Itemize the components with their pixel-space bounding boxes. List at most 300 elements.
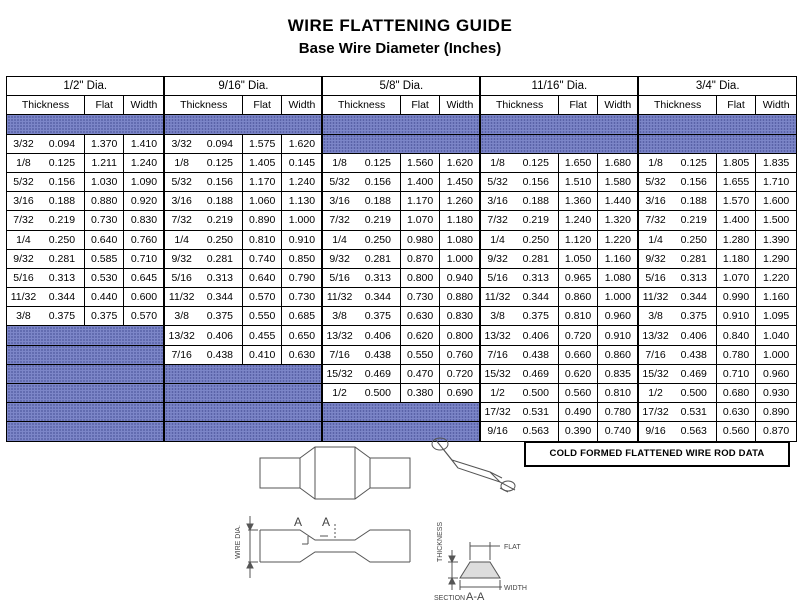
thickness-decimal: 0.219 <box>198 211 243 230</box>
thickness-fraction: 13/32 <box>638 326 671 345</box>
flat-value: 1.655 <box>716 172 755 191</box>
flat-value: 1.650 <box>558 153 597 172</box>
width-value: 0.880 <box>440 288 481 307</box>
width-value: 0.690 <box>440 384 481 403</box>
flat-value: 0.550 <box>242 307 281 326</box>
thickness-decimal: 0.188 <box>514 192 559 211</box>
thickness-decimal: 0.281 <box>672 249 717 268</box>
flat-value: 0.440 <box>84 288 123 307</box>
empty-shaded-cell <box>480 115 638 134</box>
flat-value: 0.630 <box>716 403 755 422</box>
cold-formed-callout: COLD FORMED FLATTENED WIRE ROD DATA <box>524 441 790 467</box>
width-value: 0.890 <box>756 403 797 422</box>
thickness-fraction: 15/32 <box>480 364 513 383</box>
thickness-fraction: 9/32 <box>164 249 197 268</box>
thickness-decimal: 0.125 <box>672 153 717 172</box>
width-header: Width <box>282 96 323 115</box>
thickness-fraction: 3/8 <box>164 307 197 326</box>
width-value: 0.570 <box>124 307 165 326</box>
width-value: 1.080 <box>440 230 481 249</box>
thickness-decimal: 0.344 <box>40 288 85 307</box>
thickness-fraction: 1/4 <box>7 230 40 249</box>
width-value: 0.960 <box>756 364 797 383</box>
thickness-decimal: 0.344 <box>198 288 243 307</box>
thickness-decimal: 0.406 <box>356 326 401 345</box>
section-marker-right: A <box>322 515 331 529</box>
thickness-fraction: 13/32 <box>164 326 197 345</box>
empty-shaded-cell <box>638 134 796 153</box>
thickness-header: Thickness <box>7 96 85 115</box>
thickness-decimal: 0.375 <box>672 307 717 326</box>
width-value: 1.835 <box>756 153 797 172</box>
thickness-fraction: 7/32 <box>7 211 40 230</box>
flat-value: 0.640 <box>84 230 123 249</box>
thickness-decimal: 0.250 <box>514 230 559 249</box>
width-value: 1.000 <box>756 345 797 364</box>
width-value: 0.740 <box>598 422 639 441</box>
width-value: 1.620 <box>440 153 481 172</box>
thickness-fraction: 17/32 <box>480 403 513 422</box>
thickness-decimal: 0.500 <box>514 384 559 403</box>
width-value: 1.180 <box>440 211 481 230</box>
flat-value: 1.240 <box>558 211 597 230</box>
thickness-decimal: 0.563 <box>672 422 717 441</box>
width-value: 1.220 <box>598 230 639 249</box>
table-row <box>7 153 797 172</box>
flat-value: 1.570 <box>716 192 755 211</box>
thickness-fraction: 1/8 <box>480 153 513 172</box>
flat-value: 1.405 <box>242 153 281 172</box>
empty-shaded-cell <box>322 403 480 422</box>
thickness-fraction: 1/8 <box>164 153 197 172</box>
thickness-decimal: 0.219 <box>514 211 559 230</box>
thickness-decimal: 0.250 <box>672 230 717 249</box>
width-header: Width <box>440 96 481 115</box>
flat-header: Flat <box>400 96 439 115</box>
flat-value: 0.990 <box>716 288 755 307</box>
thickness-decimal: 0.531 <box>672 403 717 422</box>
thickness-decimal: 0.156 <box>514 172 559 191</box>
flat-value: 0.390 <box>558 422 597 441</box>
thickness-decimal: 0.156 <box>356 172 401 191</box>
thickness-fraction: 7/32 <box>164 211 197 230</box>
width-value: 1.680 <box>598 153 639 172</box>
flat-value: 0.980 <box>400 230 439 249</box>
thickness-fraction: 1/2 <box>480 384 513 403</box>
width-value: 0.910 <box>282 230 323 249</box>
table-row <box>7 172 797 191</box>
wire-flattening-table <box>6 76 797 442</box>
thickness-decimal: 0.125 <box>40 153 85 172</box>
thickness-decimal: 0.125 <box>356 153 401 172</box>
thickness-fraction: 7/32 <box>480 211 513 230</box>
width-value: 1.620 <box>282 134 323 153</box>
thickness-decimal: 0.438 <box>672 345 717 364</box>
width-value: 0.810 <box>598 384 639 403</box>
width-value: 1.290 <box>756 249 797 268</box>
empty-shaded-cell <box>322 115 480 134</box>
thickness-fraction: 3/16 <box>638 192 671 211</box>
flat-header: Flat <box>716 96 755 115</box>
thickness-fraction: 15/32 <box>638 364 671 383</box>
thickness-fraction: 3/8 <box>480 307 513 326</box>
width-value: 0.830 <box>124 211 165 230</box>
flat-value: 0.410 <box>242 345 281 364</box>
flat-value: 0.740 <box>242 249 281 268</box>
width-value: 0.960 <box>598 307 639 326</box>
flat-value: 0.965 <box>558 268 597 287</box>
thickness-decimal: 0.219 <box>356 211 401 230</box>
thickness-decimal: 0.406 <box>514 326 559 345</box>
thickness-fraction: 5/32 <box>164 172 197 191</box>
width-value: 1.000 <box>598 288 639 307</box>
width-value: 0.930 <box>756 384 797 403</box>
width-header: Width <box>598 96 639 115</box>
thickness-decimal: 0.250 <box>40 230 85 249</box>
flat-value: 0.840 <box>716 326 755 345</box>
empty-shaded-cell <box>7 326 165 345</box>
table-row <box>7 345 797 364</box>
thickness-decimal: 0.250 <box>198 230 243 249</box>
thickness-decimal: 0.281 <box>514 249 559 268</box>
thickness-fraction: 5/32 <box>7 172 40 191</box>
thickness-decimal: 0.344 <box>672 288 717 307</box>
thickness-fraction: 9/32 <box>7 249 40 268</box>
table-row <box>7 134 797 153</box>
thickness-decimal: 0.344 <box>514 288 559 307</box>
flat-value: 1.400 <box>400 172 439 191</box>
flat-value: 0.630 <box>400 307 439 326</box>
flat-value: 0.570 <box>242 288 281 307</box>
width-value: 1.040 <box>756 326 797 345</box>
isometric-view-drawing <box>432 438 515 492</box>
width-value: 1.000 <box>440 249 481 268</box>
thickness-fraction: 3/8 <box>638 307 671 326</box>
thickness-decimal: 0.375 <box>356 307 401 326</box>
thickness-fraction: 11/32 <box>164 288 197 307</box>
dia-header: 3/4" Dia. <box>638 77 796 96</box>
empty-shaded-cell <box>164 384 322 403</box>
thickness-decimal: 0.219 <box>672 211 717 230</box>
thickness-fraction: 1/8 <box>7 153 40 172</box>
empty-shaded-cell <box>322 134 480 153</box>
width-value: 0.760 <box>124 230 165 249</box>
flat-value: 0.560 <box>716 422 755 441</box>
thickness-header: Thickness <box>480 96 558 115</box>
thickness-decimal: 0.156 <box>672 172 717 191</box>
thickness-decimal: 0.313 <box>672 268 717 287</box>
thickness-decimal: 0.125 <box>198 153 243 172</box>
flat-value: 0.640 <box>242 268 281 287</box>
dia-header: 11/16" Dia. <box>480 77 638 96</box>
width-value: 1.160 <box>598 249 639 268</box>
thickness-fraction: 9/32 <box>638 249 671 268</box>
flat-value: 0.720 <box>558 326 597 345</box>
width-header: Width <box>124 96 165 115</box>
thickness-decimal: 0.156 <box>198 172 243 191</box>
thickness-fraction: 5/16 <box>7 268 40 287</box>
thickness-decimal: 0.531 <box>514 403 559 422</box>
width-value: 0.920 <box>124 192 165 211</box>
flat-value: 0.880 <box>84 192 123 211</box>
dia-header: 9/16" Dia. <box>164 77 322 96</box>
thickness-fraction: 5/32 <box>480 172 513 191</box>
thickness-decimal: 0.281 <box>40 249 85 268</box>
thickness-fraction: 11/32 <box>480 288 513 307</box>
width-value: 1.240 <box>124 153 165 172</box>
section-word-label: SECTION <box>434 595 466 602</box>
thickness-fraction: 17/32 <box>638 403 671 422</box>
top-view-drawing <box>260 447 410 499</box>
flat-value: 0.710 <box>716 364 755 383</box>
flat-value: 0.780 <box>716 345 755 364</box>
table-row <box>7 307 797 326</box>
thickness-fraction: 9/16 <box>638 422 671 441</box>
empty-shaded-cell <box>480 134 638 153</box>
width-value: 1.320 <box>598 211 639 230</box>
thickness-fraction: 3/16 <box>322 192 355 211</box>
empty-shaded-cell <box>7 364 165 383</box>
thickness-decimal: 0.313 <box>198 268 243 287</box>
flat-value: 0.620 <box>400 326 439 345</box>
flat-value: 1.280 <box>716 230 755 249</box>
flat-header: Flat <box>84 96 123 115</box>
flat-value: 0.620 <box>558 364 597 383</box>
flat-value: 0.800 <box>400 268 439 287</box>
width-value: 0.760 <box>440 345 481 364</box>
wire-dia-label: WIRE DIA. <box>235 525 242 559</box>
width-value: 1.410 <box>124 134 165 153</box>
table-row <box>7 115 797 134</box>
thickness-fraction: 5/16 <box>164 268 197 287</box>
flat-value: 0.490 <box>558 403 597 422</box>
thickness-fraction: 1/4 <box>164 230 197 249</box>
thickness-decimal: 0.469 <box>514 364 559 383</box>
width-value: 0.650 <box>282 326 323 345</box>
flat-value: 1.805 <box>716 153 755 172</box>
thickness-decimal: 0.344 <box>356 288 401 307</box>
flat-value: 1.170 <box>400 192 439 211</box>
thickness-fraction: 11/32 <box>322 288 355 307</box>
table-row <box>7 384 797 403</box>
flat-value: 0.380 <box>400 384 439 403</box>
thickness-fraction: 1/2 <box>638 384 671 403</box>
thickness-fraction: 5/32 <box>638 172 671 191</box>
thickness-decimal: 0.281 <box>356 249 401 268</box>
empty-shaded-cell <box>7 422 165 441</box>
thickness-decimal: 0.313 <box>40 268 85 287</box>
table-row <box>7 403 797 422</box>
width-value: 0.710 <box>124 249 165 268</box>
width-value: 0.630 <box>282 345 323 364</box>
thickness-decimal: 0.313 <box>356 268 401 287</box>
thickness-decimal: 0.438 <box>198 345 243 364</box>
thickness-fraction: 3/16 <box>164 192 197 211</box>
thickness-fraction: 7/32 <box>322 211 355 230</box>
flat-value: 0.870 <box>400 249 439 268</box>
thickness-fraction: 7/16 <box>322 345 355 364</box>
flat-value: 1.510 <box>558 172 597 191</box>
thickness-decimal: 0.500 <box>672 384 717 403</box>
flat-value: 0.375 <box>84 307 123 326</box>
flat-value: 0.890 <box>242 211 281 230</box>
width-value: 0.145 <box>282 153 323 172</box>
thickness-fraction: 9/32 <box>480 249 513 268</box>
flat-value: 0.730 <box>84 211 123 230</box>
width-value: 0.830 <box>440 307 481 326</box>
width-value: 0.685 <box>282 307 323 326</box>
flat-value: 0.910 <box>716 307 755 326</box>
section-aa-drawing <box>448 542 502 590</box>
thickness-header: Thickness <box>322 96 400 115</box>
empty-shaded-cell <box>7 345 165 364</box>
thickness-decimal: 0.438 <box>356 345 401 364</box>
thickness-decimal: 0.375 <box>40 307 85 326</box>
flat-value: 1.120 <box>558 230 597 249</box>
width-value: 0.645 <box>124 268 165 287</box>
section-marker-left: A <box>294 515 303 529</box>
thickness-decimal: 0.375 <box>514 307 559 326</box>
thickness-decimal: 0.188 <box>40 192 85 211</box>
width-value: 1.710 <box>756 172 797 191</box>
thickness-decimal: 0.156 <box>40 172 85 191</box>
thickness-fraction: 1/4 <box>322 230 355 249</box>
width-value: 1.130 <box>282 192 323 211</box>
thickness-fraction: 3/32 <box>164 134 197 153</box>
dia-header: 5/8" Dia. <box>322 77 480 96</box>
thickness-decimal: 0.469 <box>672 364 717 383</box>
table-row <box>7 192 797 211</box>
thickness-decimal: 0.250 <box>356 230 401 249</box>
flat-value: 0.455 <box>242 326 281 345</box>
empty-shaded-cell <box>638 115 796 134</box>
thickness-fraction: 5/32 <box>322 172 355 191</box>
flat-value: 1.575 <box>242 134 281 153</box>
flat-header: Flat <box>558 96 597 115</box>
thickness-fraction: 5/16 <box>638 268 671 287</box>
flat-value: 1.050 <box>558 249 597 268</box>
dia-header: 1/2" Dia. <box>7 77 165 96</box>
thickness-decimal: 0.188 <box>356 192 401 211</box>
flat-label: FLAT <box>504 544 521 551</box>
flat-value: 0.470 <box>400 364 439 383</box>
width-label: WIDTH <box>504 585 527 592</box>
thickness-header: Thickness <box>164 96 242 115</box>
width-value: 1.440 <box>598 192 639 211</box>
section-name-label: A-A <box>466 591 485 602</box>
width-value: 1.600 <box>756 192 797 211</box>
thickness-decimal: 0.188 <box>672 192 717 211</box>
width-value: 0.730 <box>282 288 323 307</box>
page-subtitle: Base Wire Diameter (Inches) <box>298 40 502 57</box>
thickness-fraction: 7/32 <box>638 211 671 230</box>
thickness-fraction: 7/16 <box>480 345 513 364</box>
thickness-decimal: 0.563 <box>514 422 559 441</box>
flat-value: 0.585 <box>84 249 123 268</box>
flat-value: 1.070 <box>400 211 439 230</box>
wire-flattening-drawing <box>190 432 530 602</box>
flat-value: 1.180 <box>716 249 755 268</box>
flat-value: 1.070 <box>716 268 755 287</box>
flat-value: 0.810 <box>558 307 597 326</box>
width-value: 0.850 <box>282 249 323 268</box>
flat-value: 0.680 <box>716 384 755 403</box>
thickness-decimal: 0.406 <box>672 326 717 345</box>
thickness-fraction: 1/2 <box>322 384 355 403</box>
page-title: WIRE FLATTENING GUIDE <box>287 16 513 35</box>
thickness-fraction: 1/4 <box>638 230 671 249</box>
flat-value: 1.370 <box>84 134 123 153</box>
thickness-decimal: 0.500 <box>356 384 401 403</box>
thickness-fraction: 13/32 <box>322 326 355 345</box>
flat-header: Flat <box>242 96 281 115</box>
width-value: 1.000 <box>282 211 323 230</box>
width-value: 1.580 <box>598 172 639 191</box>
thickness-fraction: 3/32 <box>7 134 40 153</box>
thickness-fraction: 3/16 <box>480 192 513 211</box>
table-row <box>7 364 797 383</box>
empty-shaded-cell <box>7 384 165 403</box>
flat-value: 0.550 <box>400 345 439 364</box>
empty-shaded-cell <box>164 115 322 134</box>
width-value: 0.720 <box>440 364 481 383</box>
thickness-fraction: 9/16 <box>480 422 513 441</box>
flat-value: 0.860 <box>558 288 597 307</box>
width-value: 0.790 <box>282 268 323 287</box>
thickness-fraction: 1/8 <box>322 153 355 172</box>
table-row <box>7 288 797 307</box>
flat-value: 0.660 <box>558 345 597 364</box>
thickness-decimal: 0.313 <box>514 268 559 287</box>
empty-shaded-cell <box>164 403 322 422</box>
thickness-decimal: 0.406 <box>198 326 243 345</box>
thickness-decimal: 0.219 <box>40 211 85 230</box>
width-header: Width <box>756 96 797 115</box>
width-value: 0.910 <box>598 326 639 345</box>
thickness-fraction: 9/32 <box>322 249 355 268</box>
width-value: 1.240 <box>282 172 323 191</box>
width-value: 1.390 <box>756 230 797 249</box>
width-value: 1.080 <box>598 268 639 287</box>
thickness-fraction: 3/8 <box>322 307 355 326</box>
thickness-fraction: 11/32 <box>638 288 671 307</box>
thickness-fraction: 1/8 <box>638 153 671 172</box>
empty-shaded-cell <box>7 115 165 134</box>
flat-value: 1.400 <box>716 211 755 230</box>
flat-value: 0.530 <box>84 268 123 287</box>
width-value: 0.835 <box>598 364 639 383</box>
flat-value: 1.560 <box>400 153 439 172</box>
thickness-label: THICKNESS <box>437 521 444 563</box>
width-value: 0.940 <box>440 268 481 287</box>
thickness-decimal: 0.188 <box>198 192 243 211</box>
thickness-decimal: 0.094 <box>198 134 243 153</box>
flat-value: 1.360 <box>558 192 597 211</box>
table-row <box>7 230 797 249</box>
thickness-decimal: 0.375 <box>198 307 243 326</box>
flat-value: 1.030 <box>84 172 123 191</box>
thickness-fraction: 3/16 <box>7 192 40 211</box>
flat-value: 0.730 <box>400 288 439 307</box>
thickness-fraction: 11/32 <box>7 288 40 307</box>
width-value: 0.600 <box>124 288 165 307</box>
width-value: 1.160 <box>756 288 797 307</box>
width-value: 1.450 <box>440 172 481 191</box>
thickness-fraction: 3/8 <box>7 307 40 326</box>
thickness-decimal: 0.125 <box>514 153 559 172</box>
width-value: 0.860 <box>598 345 639 364</box>
thickness-decimal: 0.281 <box>198 249 243 268</box>
